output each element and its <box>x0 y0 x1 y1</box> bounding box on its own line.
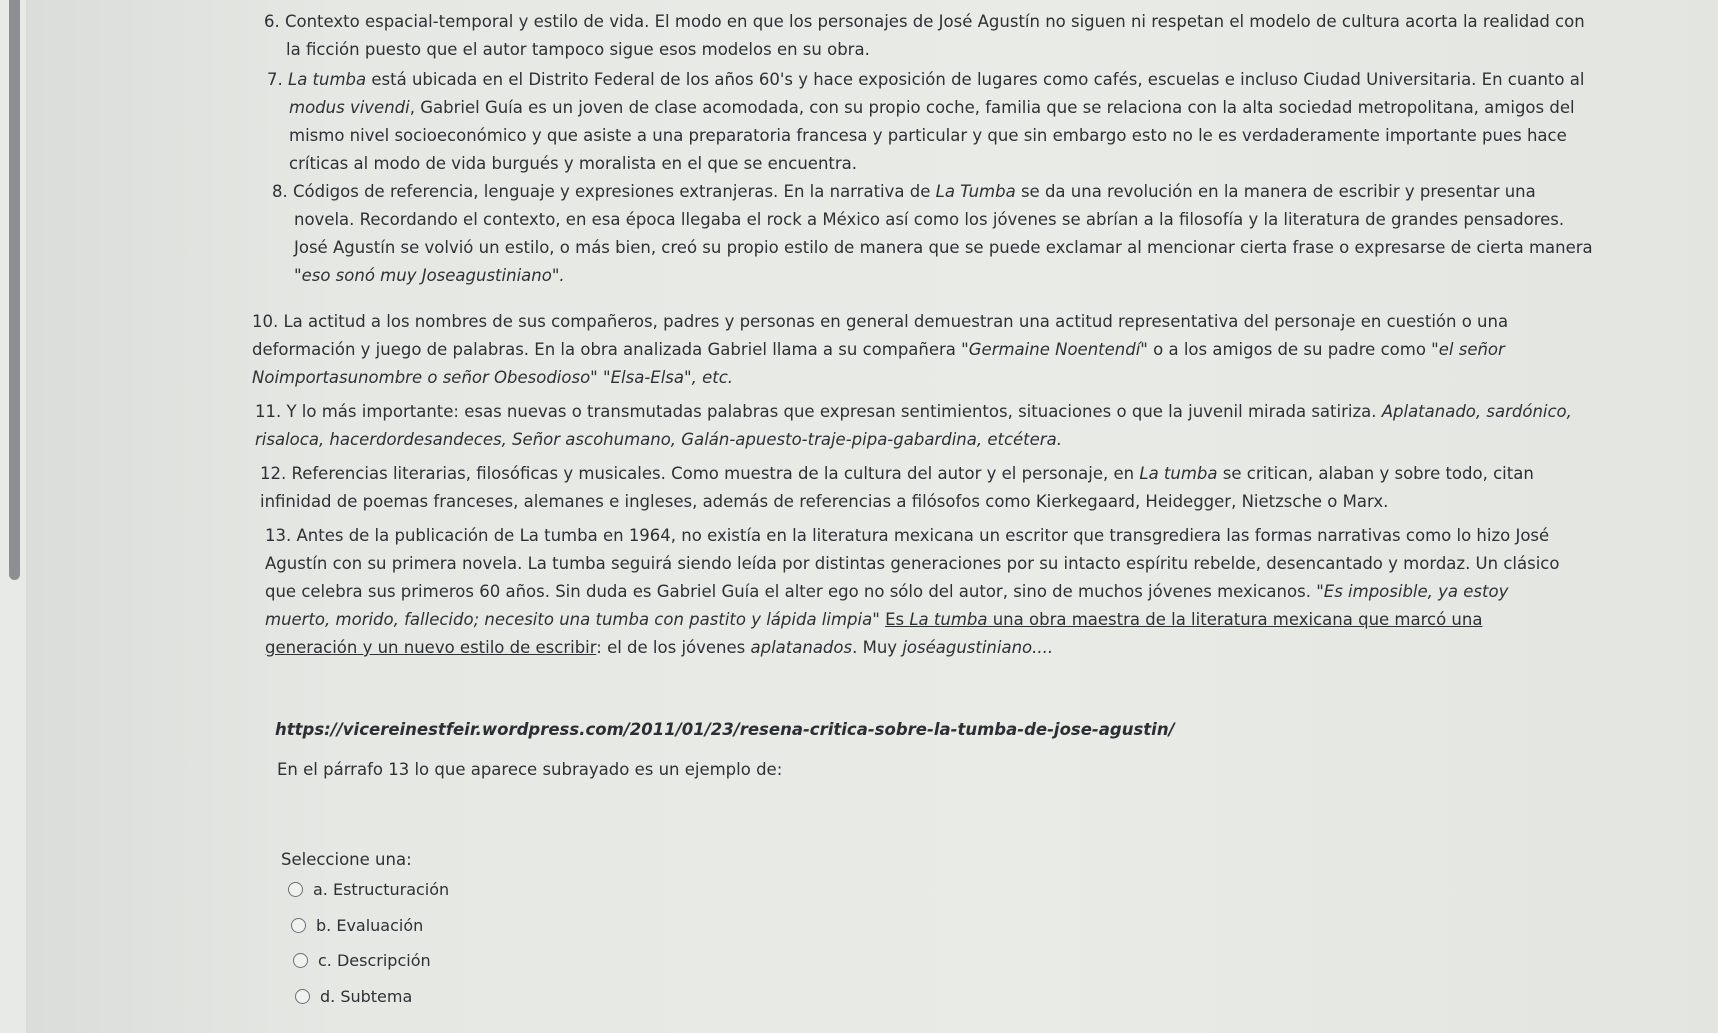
reading-passage <box>240 8 1593 662</box>
select-one-label: Seleccione una: <box>281 850 412 869</box>
paragraph-13-text-a: 13. Antes de la publicación de La tumba en 1964, no existía en la literatura mexicana un escritor que transgrediera las formas narrativas como lo hizo José Agustín con su primera novela. La tumba seguirá siendo leída por distintas generaciones por su intacto espíritu rebelde, desencantado y mordaz. Un clásico que celebra sus primeros 60 años. Sin duda es Gabriel Guía el alter ego no sólo del autor, sino de muchos jóvenes mexicanos. <box>265 526 1560 601</box>
underlined-text-b: una obra maestra de la literatura mexicana que marcó una generación y un nuevo estilo de escribir <box>265 610 1483 657</box>
paragraph-13-closing-word: joséagustiniano.... <box>902 638 1054 657</box>
answer-option-d-label[interactable]: d. Subtema <box>320 987 413 1006</box>
underlined-text-a: Es <box>885 610 910 629</box>
paragraph-10 <box>252 308 1572 392</box>
paragraph-6 <box>264 8 1591 64</box>
radio-button-c[interactable] <box>293 953 308 968</box>
answer-option-c-label[interactable]: c. Descripción <box>318 951 431 970</box>
book-title: La tumba <box>1139 464 1218 483</box>
paragraph-10-text-a: 10. La actitud a los nombres de sus compañeros, padres y personas en general demuestran una actitud representativa del personaje en cuestión o una deformación y juego de palabras. En la obra analizada Gabriel llama a su compañera <box>252 312 1509 359</box>
paragraph-8-text-b: se da una revolución en la manera de escribir y presentar una novela. Recordando el contexto, en esa época llegaba el rock a México así como los jóvenes se abrían a la filosofía y la literatura de grandes pensadores. José Agustín se volvió un estilo, o más bien, creó su propio estilo de manera que se puede exclamar al mencionar cierta frase o expresarse de cierta manera <box>294 182 1593 257</box>
paragraph-12-text-a: 12. Referencias literarias, filosóficas y musicales. Como muestra de la cultura del autor y el personaje, en <box>260 464 1140 483</box>
book-title: La tumba <box>288 70 367 89</box>
paragraph-7 <box>267 66 1592 178</box>
paragraph-7-text-a: está ubicada en el Distrito Federal de los años 60's y hace exposición de lugares como cafés, escuelas e incluso Ciudad Universitaria. En cuanto al <box>366 70 1585 89</box>
paragraph-10-text-b: o a los amigos de su padre como <box>1147 340 1432 359</box>
radio-button-a[interactable] <box>288 882 303 897</box>
paragraph-13 <box>265 522 1575 662</box>
paragraph-10-quote-1: "Germaine Noentendí" <box>961 340 1148 359</box>
source-url: https://vicereinestfeir.wordpress.com/2011/01/23/resena-critica-sobre-la-tumba-de-jose-agustin/ <box>275 720 1175 739</box>
paragraph-10-quote-2: "el señor Noimportasunombre o señor Obesodioso" "Elsa-Elsa", etc. <box>252 340 1505 387</box>
radio-button-b[interactable] <box>291 918 306 933</box>
paragraph-13-text-b: : el de los jóvenes <box>596 638 751 657</box>
answer-option-a-label[interactable]: a. Estructuración <box>313 880 450 899</box>
latin-phrase: modus vivendi <box>289 98 410 117</box>
paragraph-7-number: 7. <box>267 70 288 89</box>
paragraph-8 <box>272 178 1594 290</box>
paragraph-13-word: aplatanados <box>750 638 853 657</box>
answer-option-b[interactable] <box>291 916 423 935</box>
radio-button-d[interactable] <box>295 989 310 1004</box>
paragraph-12 <box>260 460 1580 516</box>
scrollbar-thumb[interactable] <box>9 0 20 580</box>
answer-option-c[interactable] <box>293 951 431 970</box>
answer-option-d[interactable] <box>295 987 412 1006</box>
paragraph-8-quote: "eso sonó muy Joseagustiniano". <box>294 266 565 285</box>
paragraph-7-text-b: , Gabriel Guía es un joven de clase acomodada, con su propio coche, familia que se relaciona con la alta sociedad metropolitana, amigos del mismo nivel socioeconómico y que asiste a una preparatoria francesa y particular y que sin embargo esto no le es verdaderamente importante pues hace críticas al modo de vida burgués y moralista en el que se encuentra. <box>289 98 1575 173</box>
paragraph-6-text: 6. Contexto espacial-temporal y estilo de vida. El modo en que los personajes de José Agustín no siguen ni respetan el modelo de cultura acorta la realidad con la ficción puesto que el autor tampoco sigue esos modelos en su obra. <box>264 12 1585 59</box>
paragraph-8-text-a: 8. Códigos de referencia, lenguaje y expresiones extranjeras. En la narrativa de <box>272 182 936 201</box>
paragraph-13-text-c: . Muy <box>852 638 903 657</box>
paragraph-13-quote: "Es imposible, ya estoy muerto, morido, fallecido; necesito una tumba con pastito y lápida limpia" <box>265 582 1509 629</box>
paragraph-11-text: 11. Y lo más importante: esas nuevas o transmutadas palabras que expresan sentimientos, situaciones o que la juvenil mirada satiriza. <box>255 402 1382 421</box>
answer-option-a[interactable] <box>288 880 449 899</box>
question-text: En el párrafo 13 lo que aparece subrayado es un ejemplo de: <box>277 760 783 779</box>
vertical-scrollbar[interactable] <box>0 0 26 1033</box>
paragraph-11 <box>255 398 1575 454</box>
book-title: La tumba <box>909 610 988 629</box>
paragraph-11-word-list: Aplatanado, sardónico, risaloca, hacerdordesandeces, Señor ascohumano, Galán-apuesto-traje-pipa-gabardina, etcétera. <box>255 402 1572 449</box>
paragraph-12-text-b: se critican, alaban y sobre todo, citan infinidad de poemas franceses, alemanes e ingleses, además de referencias a filósofos como Kierkegaard, Heidegger, Nietzsche o Marx. <box>260 464 1534 511</box>
answer-option-b-label[interactable]: b. Evaluación <box>316 916 424 935</box>
book-title: La Tumba <box>935 182 1016 201</box>
